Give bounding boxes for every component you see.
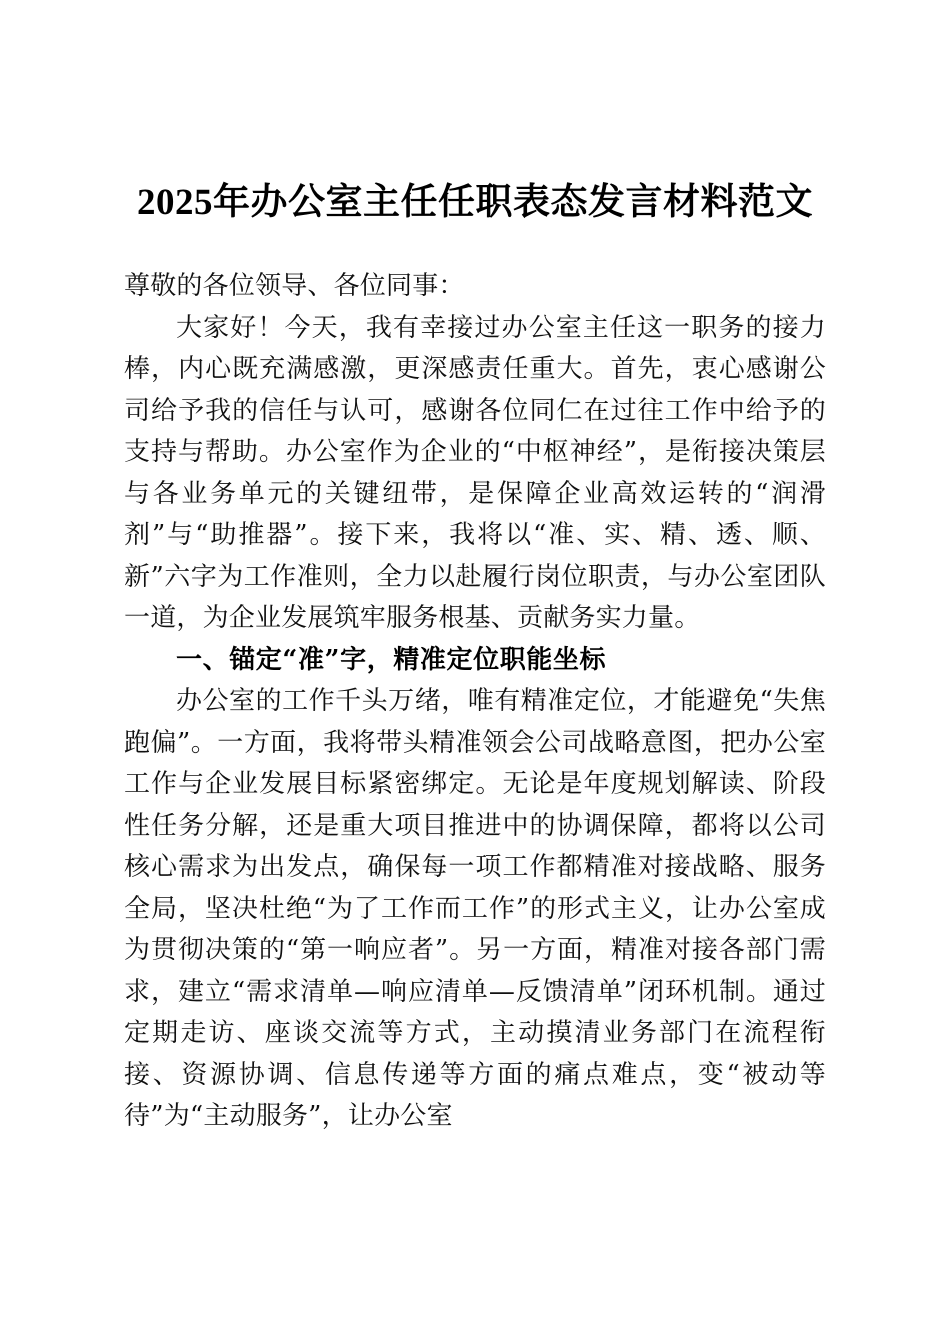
page-title: 2025年办公室主任任职表态发言材料范文 <box>137 182 813 223</box>
title-spacer <box>124 228 826 266</box>
salutation-line: 尊敬的各位领导、各位同事： <box>124 271 465 301</box>
paragraph-opening: 大家好！今天，我有幸接过办公室主任这一职务的接力棒，内心既充满感激，更深感责任重大。首先，衷心感谢公司给予我的信任与认可，感谢各位同仁在过往工作中给予的支持与帮助。办公室作为企业的“中枢神经”，是衔接决策层与各业务单元的关键纽带，是保障企业高效运转的“润滑剂”与“助推器”。接下来，我将以“准、实、精、透、顺、新”六字为工作准则，全力以赴履行岗位职责，与办公室团队一道，为企业发展筑牢服务根基、贡献务实力量。 <box>124 312 826 633</box>
document-body <box>124 0 826 1138</box>
section-heading-1: 一、锚定“准”字，精准定位职能坐标 <box>176 644 607 675</box>
paragraph-section-1-body: 办公室的工作千头万绪，唯有精准定位，才能避免“失焦跑偏”。一方面，我将带头精准领会公司战略意图，把办公室工作与企业发展目标紧密绑定。无论是年度规划解读、阶段性任务分解，还是重大项目推进中的协调保障，都将以公司核心需求为出发点，确保每一项工作都精准对接战略、服务全局，坚决杜绝“为了工作而工作”的形式主义，让办公室成为贯彻决策的“第一响应者”。另一方面，精准对接各部门需求，建立“需求清单—响应清单—反馈清单”闭环机制。通过定期走访、座谈交流等方式，主动摸清业务部门在流程衔接、资源协调、信息传递等方面的痛点难点，变“被动等待”为“主动服务”，让办公室 <box>124 686 826 1131</box>
